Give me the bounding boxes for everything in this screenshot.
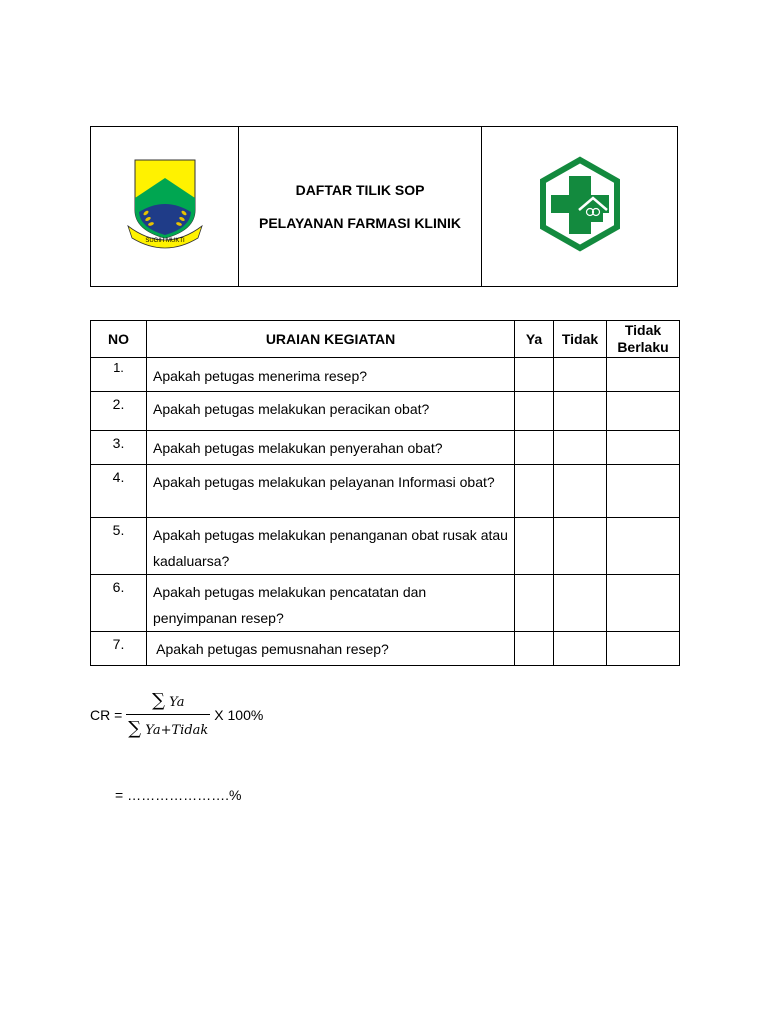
row-number: 1. <box>91 358 147 392</box>
formula-fraction <box>126 690 210 739</box>
denominator-text: Ya+Tidak <box>145 723 209 738</box>
ya-checkbox-cell[interactable] <box>515 575 554 632</box>
fraction-bar <box>126 714 210 715</box>
tidak-checkbox-cell[interactable] <box>554 518 607 575</box>
col-header-tidak-berlaku <box>607 321 680 358</box>
formula-denominator <box>126 718 210 739</box>
compliance-rate-formula <box>90 690 263 739</box>
tidak-berlaku-checkbox-cell[interactable] <box>607 358 680 392</box>
tidak-berlaku-checkbox-cell[interactable] <box>607 518 680 575</box>
tidak-checkbox-cell[interactable] <box>554 575 607 632</box>
document-subtitle: PELAYANAN FARMASI KLINIK <box>259 215 461 231</box>
col-header-no: NO <box>91 321 147 358</box>
tidak-checkbox-cell[interactable] <box>554 431 607 465</box>
emblem-ribbon-text: SUGIH MUKTI <box>144 238 185 244</box>
regency-emblem-logo <box>124 158 206 250</box>
tidak-berlaku-checkbox-cell[interactable] <box>607 575 680 632</box>
row-number: 6. <box>91 575 147 632</box>
table-row <box>91 632 680 666</box>
ya-checkbox-cell[interactable] <box>515 358 554 392</box>
left-logo-cell <box>91 127 239 287</box>
formula-numerator <box>150 690 186 711</box>
table-row <box>91 465 680 518</box>
puskesmas-logo <box>535 154 625 254</box>
table-row <box>91 431 680 465</box>
row-number: 3. <box>91 431 147 465</box>
col-header-berlaku-line2: Berlaku <box>617 339 669 355</box>
checklist-table <box>90 320 680 666</box>
sigma-symbol: ∑ <box>128 718 142 739</box>
row-description: Apakah petugas menerima resep? <box>147 358 515 392</box>
formula-multiplier: X 100% <box>214 706 264 723</box>
row-description: Apakah petugas melakukan pencatatan dan penyimpanan resep? <box>147 575 515 632</box>
header-title-cell <box>239 127 482 287</box>
col-header-uraian: URAIAN KEGIATAN <box>147 321 515 358</box>
table-row <box>91 518 680 575</box>
right-logo-cell <box>482 127 678 287</box>
tidak-berlaku-checkbox-cell[interactable] <box>607 431 680 465</box>
tidak-checkbox-cell[interactable] <box>554 392 607 431</box>
table-row <box>91 392 680 431</box>
ya-checkbox-cell[interactable] <box>515 518 554 575</box>
row-number: 4. <box>91 465 147 518</box>
table-row <box>91 358 680 392</box>
col-header-tidak: Tidak <box>554 321 607 358</box>
ya-checkbox-cell[interactable] <box>515 431 554 465</box>
tidak-berlaku-checkbox-cell[interactable] <box>607 465 680 518</box>
row-number: 5. <box>91 518 147 575</box>
document-title: DAFTAR TILIK SOP <box>295 182 425 198</box>
numerator-text: Ya <box>169 695 185 710</box>
row-description: Apakah petugas pemusnahan resep? <box>147 632 515 666</box>
ya-checkbox-cell[interactable] <box>515 392 554 431</box>
row-description: Apakah petugas melakukan pelayanan Informasi obat? <box>147 465 515 518</box>
tidak-checkbox-cell[interactable] <box>554 632 607 666</box>
tidak-berlaku-checkbox-cell[interactable] <box>607 392 680 431</box>
formula-result-blank: = ………………….% <box>115 787 242 803</box>
tidak-checkbox-cell[interactable] <box>554 465 607 518</box>
ya-checkbox-cell[interactable] <box>515 465 554 518</box>
table-row <box>91 575 680 632</box>
row-number: 2. <box>91 392 147 431</box>
table-header-row <box>91 321 680 358</box>
row-description: Apakah petugas melakukan peracikan obat? <box>147 392 515 431</box>
row-description: Apakah petugas melakukan penyerahan obat? <box>147 431 515 465</box>
tidak-berlaku-checkbox-cell[interactable] <box>607 632 680 666</box>
sigma-symbol: ∑ <box>152 690 165 711</box>
ya-checkbox-cell[interactable] <box>515 632 554 666</box>
row-description: Apakah petugas melakukan penanganan obat rusak atau kadaluarsa? <box>147 518 515 575</box>
row-number: 7. <box>91 632 147 666</box>
formula-label: CR = <box>90 706 123 723</box>
tidak-checkbox-cell[interactable] <box>554 358 607 392</box>
col-header-ya: Ya <box>515 321 554 358</box>
col-header-berlaku-line1: Tidak <box>624 322 662 338</box>
sop-header-table <box>90 126 678 287</box>
